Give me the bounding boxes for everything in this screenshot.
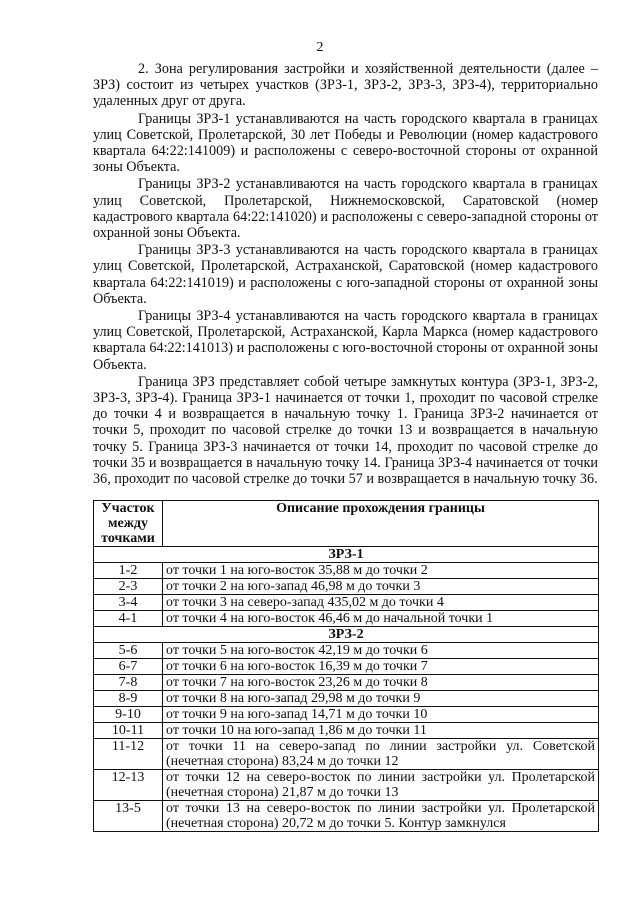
segment-cell: 8-9: [94, 691, 163, 707]
zone-title: ЗРЗ-2: [94, 627, 599, 643]
table-row: [94, 675, 599, 691]
table-header-row: [94, 501, 599, 547]
table-row: [94, 723, 599, 739]
segment-cell: 5-6: [94, 643, 163, 659]
description-cell: от точки 8 на юго-запад 29,98 м до точки 9: [163, 691, 599, 707]
table-row: [94, 770, 599, 801]
zone-header-row: [94, 627, 599, 643]
description-cell: от точки 10 на юго-запад 1,86 м до точки 11: [163, 723, 599, 739]
description-cell: от точки 6 на юго-восток 16,39 м до точки 7: [163, 659, 599, 675]
segment-cell: 2-3: [94, 579, 163, 595]
description-cell: от точки 13 на северо-восток по линии застройки ул. Пролетарской (нечетная сторона) 20,72 м до точки 5. Контур замкнулся: [163, 801, 599, 832]
paragraph: Граница ЗРЗ представляет собой четыре замкнутых контура (ЗРЗ-1, ЗРЗ-2, ЗРЗ-3, ЗРЗ-4). Граница ЗРЗ-1 начинается от точки 1, проходит по часовой стрелке до точки 4 и возвращается в начальную точку 1. Граница ЗРЗ-2 начинается от точки 5, проходит по часовой стрелке до точки 13 и возвращается в начальную точку 5. Граница ЗРЗ-3 начинается от точки 14, проходит по часовой стрелке до точки 35 и возвращается в начальную точку 14. Граница ЗРЗ-4 начинается от точки 36, проходит по часовой стрелке до точки 57 и возвращается в начальную точку 36.: [93, 373, 598, 488]
description-cell: от точки 11 на северо-запад по линии застройки ул. Советской (нечетная сторона) 83,24 м до точки 12: [163, 739, 599, 770]
table-body: [94, 547, 599, 832]
table-row: [94, 595, 599, 611]
table-row: [94, 691, 599, 707]
description-cell: от точки 4 на юго-восток 46,46 м до начальной точки 1: [163, 611, 599, 627]
description-cell: от точки 7 на юго-восток 23,26 м до точки 8: [163, 675, 599, 691]
segment-cell: 7-8: [94, 675, 163, 691]
zone-header-row: [94, 547, 599, 563]
segment-cell: 1-2: [94, 563, 163, 579]
segment-cell: 12-13: [94, 770, 163, 801]
description-cell: от точки 9 на юго-запад 14,71 м до точки 10: [163, 707, 599, 723]
boundary-table: [93, 500, 599, 832]
zone-title: ЗРЗ-1: [94, 547, 599, 563]
description-cell: от точки 3 на северо-запад 435,02 м до точки 4: [163, 595, 599, 611]
description-cell: от точки 12 на северо-восток по линии застройки ул. Пролетарской (нечетная сторона) 21,87 м до точки 13: [163, 770, 599, 801]
segment-cell: 9-10: [94, 707, 163, 723]
segment-cell: 13-5: [94, 801, 163, 832]
page-number: 2: [316, 40, 324, 55]
description-cell: от точки 5 на юго-восток 42,19 м до точки 6: [163, 643, 599, 659]
description-cell: от точки 1 на юго-восток 35,88 м до точки 2: [163, 563, 599, 579]
table-row: [94, 563, 599, 579]
paragraph: Границы ЗРЗ-1 устанавливаются на часть городского квартала в границах улиц Советской, Пролетарской, 30 лет Победы и Революции (номер кадастрового квартала 64:22:141009) и расположены с северо-восточной стороны от охранной зоны Объекта.: [93, 110, 598, 176]
table-row: [94, 801, 599, 832]
segment-cell: 3-4: [94, 595, 163, 611]
paragraph: Границы ЗРЗ-3 устанавливаются на часть городского квартала в границах улиц Советской, Пролетарской, Астраханской, Саратовской (номер кадастрового квартала 64:22:141019) и расположены с юго-западной стороны от охранной зоны Объекта.: [93, 242, 598, 307]
header-description: Описание прохождения границы: [163, 501, 599, 547]
table-row: [94, 611, 599, 627]
paragraph: Границы ЗРЗ-4 устанавливаются на часть городского квартала в границах улиц Советской, Пролетарской, Астраханской, Карла Маркса (номер кадастрового квартала 64:22:141013) и расположены с юго-восточной стороны от охранной зоны Объекта.: [93, 308, 598, 373]
segment-cell: 4-1: [94, 611, 163, 627]
table-row: [94, 643, 599, 659]
description-cell: от точки 2 на юго-запад 46,98 м до точки 3: [163, 579, 599, 595]
table-row: [94, 579, 599, 595]
body-text: [93, 61, 598, 488]
table-row: [94, 739, 599, 770]
table-row: [94, 707, 599, 723]
segment-cell: 10-11: [94, 723, 163, 739]
segment-cell: 6-7: [94, 659, 163, 675]
segment-cell: 11-12: [94, 739, 163, 770]
paragraph: Границы ЗРЗ-2 устанавливаются на часть городского квартала в границах улиц Советской, Пролетарской, Нижнемосковской, Саратовской (номер кадастрового квартала 64:22:141020) и расположены с северо-западной стороны от охранной зоны Объекта.: [93, 176, 598, 242]
paragraph: 2. Зона регулирования застройки и хозяйственной деятельности (далее – ЗРЗ) состоит из четырех участков (ЗРЗ-1, ЗРЗ-2, ЗРЗ-3, ЗРЗ-4), территориально удаленных друг от друга.: [93, 61, 598, 110]
header-segment: Участок между точками: [94, 501, 163, 547]
table-row: [94, 659, 599, 675]
